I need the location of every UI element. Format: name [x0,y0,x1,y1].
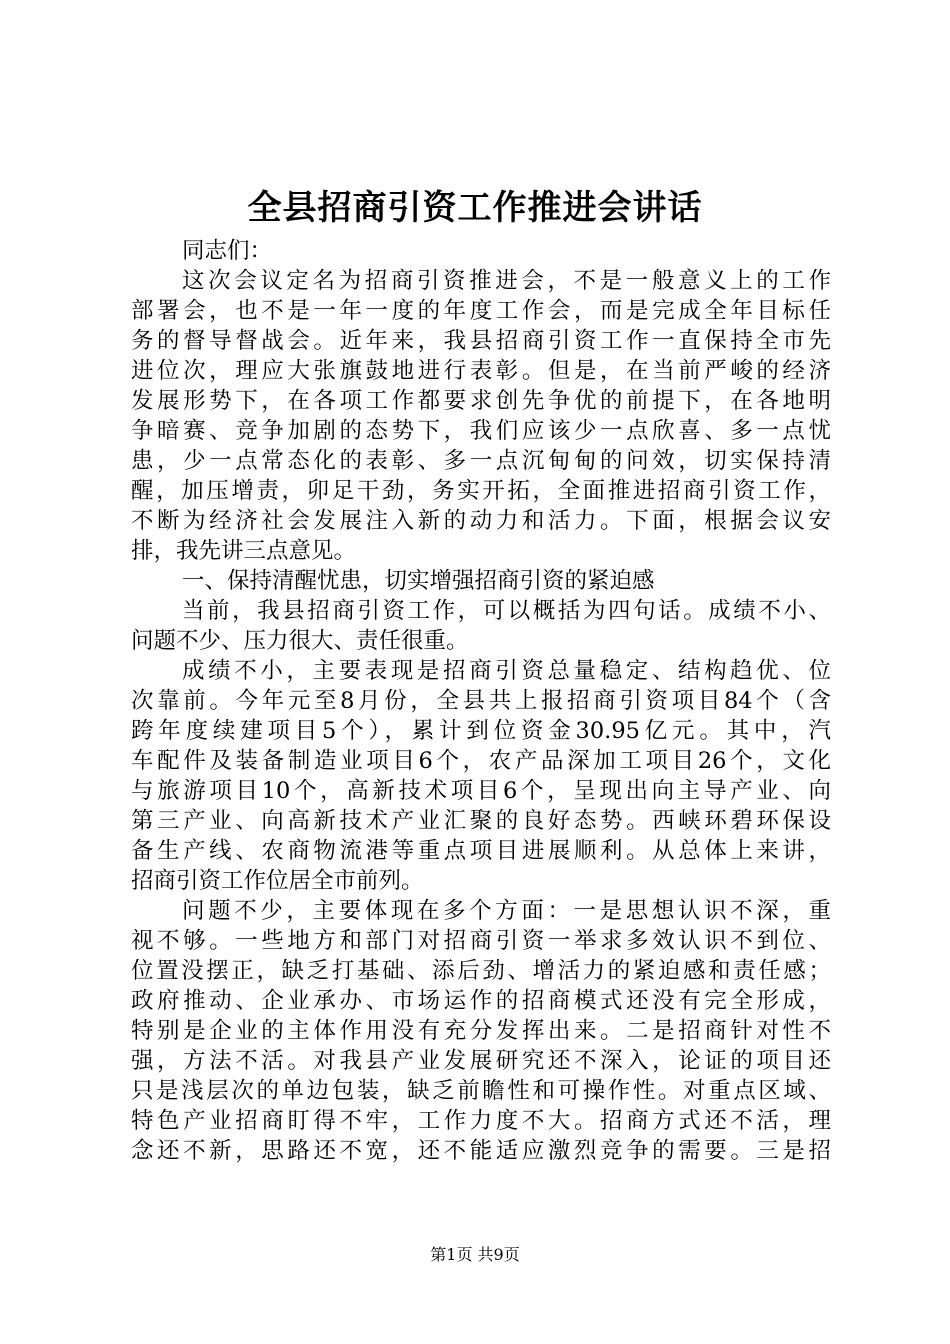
text-line: 排，我先讲三点意见。 [131,538,357,564]
text-line: 问题不少，主要体现在多个方面：一是思想认识不深，重 [182,898,831,924]
text-line: 成绩不小，主要表现是招商引资总量稳定、结构趋优、位 [182,658,831,684]
text-line: 跨年度续建项目5个），累计到位资金30.95亿元。其中，汽 [131,718,831,744]
text-line: 部署会，也不是一年一度的年度工作会，而是完成全年目标任 [131,298,831,324]
text-line: 视不够。一些地方和部门对招商引资一举求多效认识不到位、 [131,928,831,954]
text-line: 念还不新，思路还不宽，还不能适应激烈竞争的需要。三是招 [131,1138,831,1164]
text-line: 当前，我县招商引资工作，可以概括为四句话。成绩不小、 [182,598,831,624]
text-line: 特色产业招商盯得不牢，工作力度不大。招商方式还不活，理 [131,1108,831,1134]
page-number-footer: 第1页 共9页 [430,1245,520,1264]
text-line: 这次会议定名为招商引资推进会，不是一般意义上的工作 [182,268,831,294]
text-line: 争暗赛、竞争加剧的态势下，我们应该少一点欣喜、多一点忧 [131,418,831,444]
text-line: 不断为经济社会发展注入新的动力和活力。下面，根据会议安 [131,508,831,534]
text-line: 只是浅层次的单边包装，缺乏前瞻性和可操作性。对重点区域、 [131,1078,831,1104]
text-line: 第三产业、向高新技术产业汇聚的良好态势。西峡环碧环保设 [131,808,831,834]
text-line: 患，少一点常态化的表彰、多一点沉甸甸的问效，切实保持清 [131,448,831,474]
text-line: 备生产线、农商物流港等重点项目进展顺利。从总体上来讲， [131,838,831,864]
document-body [131,236,831,1166]
text-line: 招商引资工作位居全市前列。 [131,868,424,894]
text-line: 强，方法不活。对我县产业发展研究还不深入，论证的项目还 [131,1048,831,1074]
salutation-line: 同志们： [182,238,273,264]
text-line: 发展形势下，在各项工作都要求创先争优的前提下，在各地明 [131,388,831,414]
text-line: 政府推动、企业承办、市场运作的招商模式还没有完全形成， [131,988,831,1014]
section-heading: 一、保持清醒忧患，切实增强招商引资的紧迫感 [182,568,655,594]
text-line: 与旅游项目10个，高新技术项目6个，呈现出向主导产业、向 [131,778,831,804]
text-line: 醒，加压增责，卯足干劲，务实开拓，全面推进招商引资工作， [131,478,831,504]
text-line: 位置没摆正，缺乏打基础、添后劲、增活力的紧迫感和责任感； [131,958,831,984]
text-line: 务的督导督战会。近年来，我县招商引资工作一直保持全市先 [131,328,831,354]
text-line: 问题不少、压力很大、责任很重。 [131,628,469,654]
text-line: 进位次，理应大张旗鼓地进行表彰。但是，在当前严峻的经济 [131,358,831,384]
text-line: 特别是企业的主体作用没有充分发挥出来。二是招商针对性不 [131,1018,831,1044]
document-title: 全县招商引资工作推进会讲话 [247,188,703,228]
text-line: 车配件及装备制造业项目6个，农产品深加工项目26个，文化 [131,748,831,774]
text-line: 次靠前。今年元至8月份，全县共上报招商引资项目84个（含 [131,688,831,714]
